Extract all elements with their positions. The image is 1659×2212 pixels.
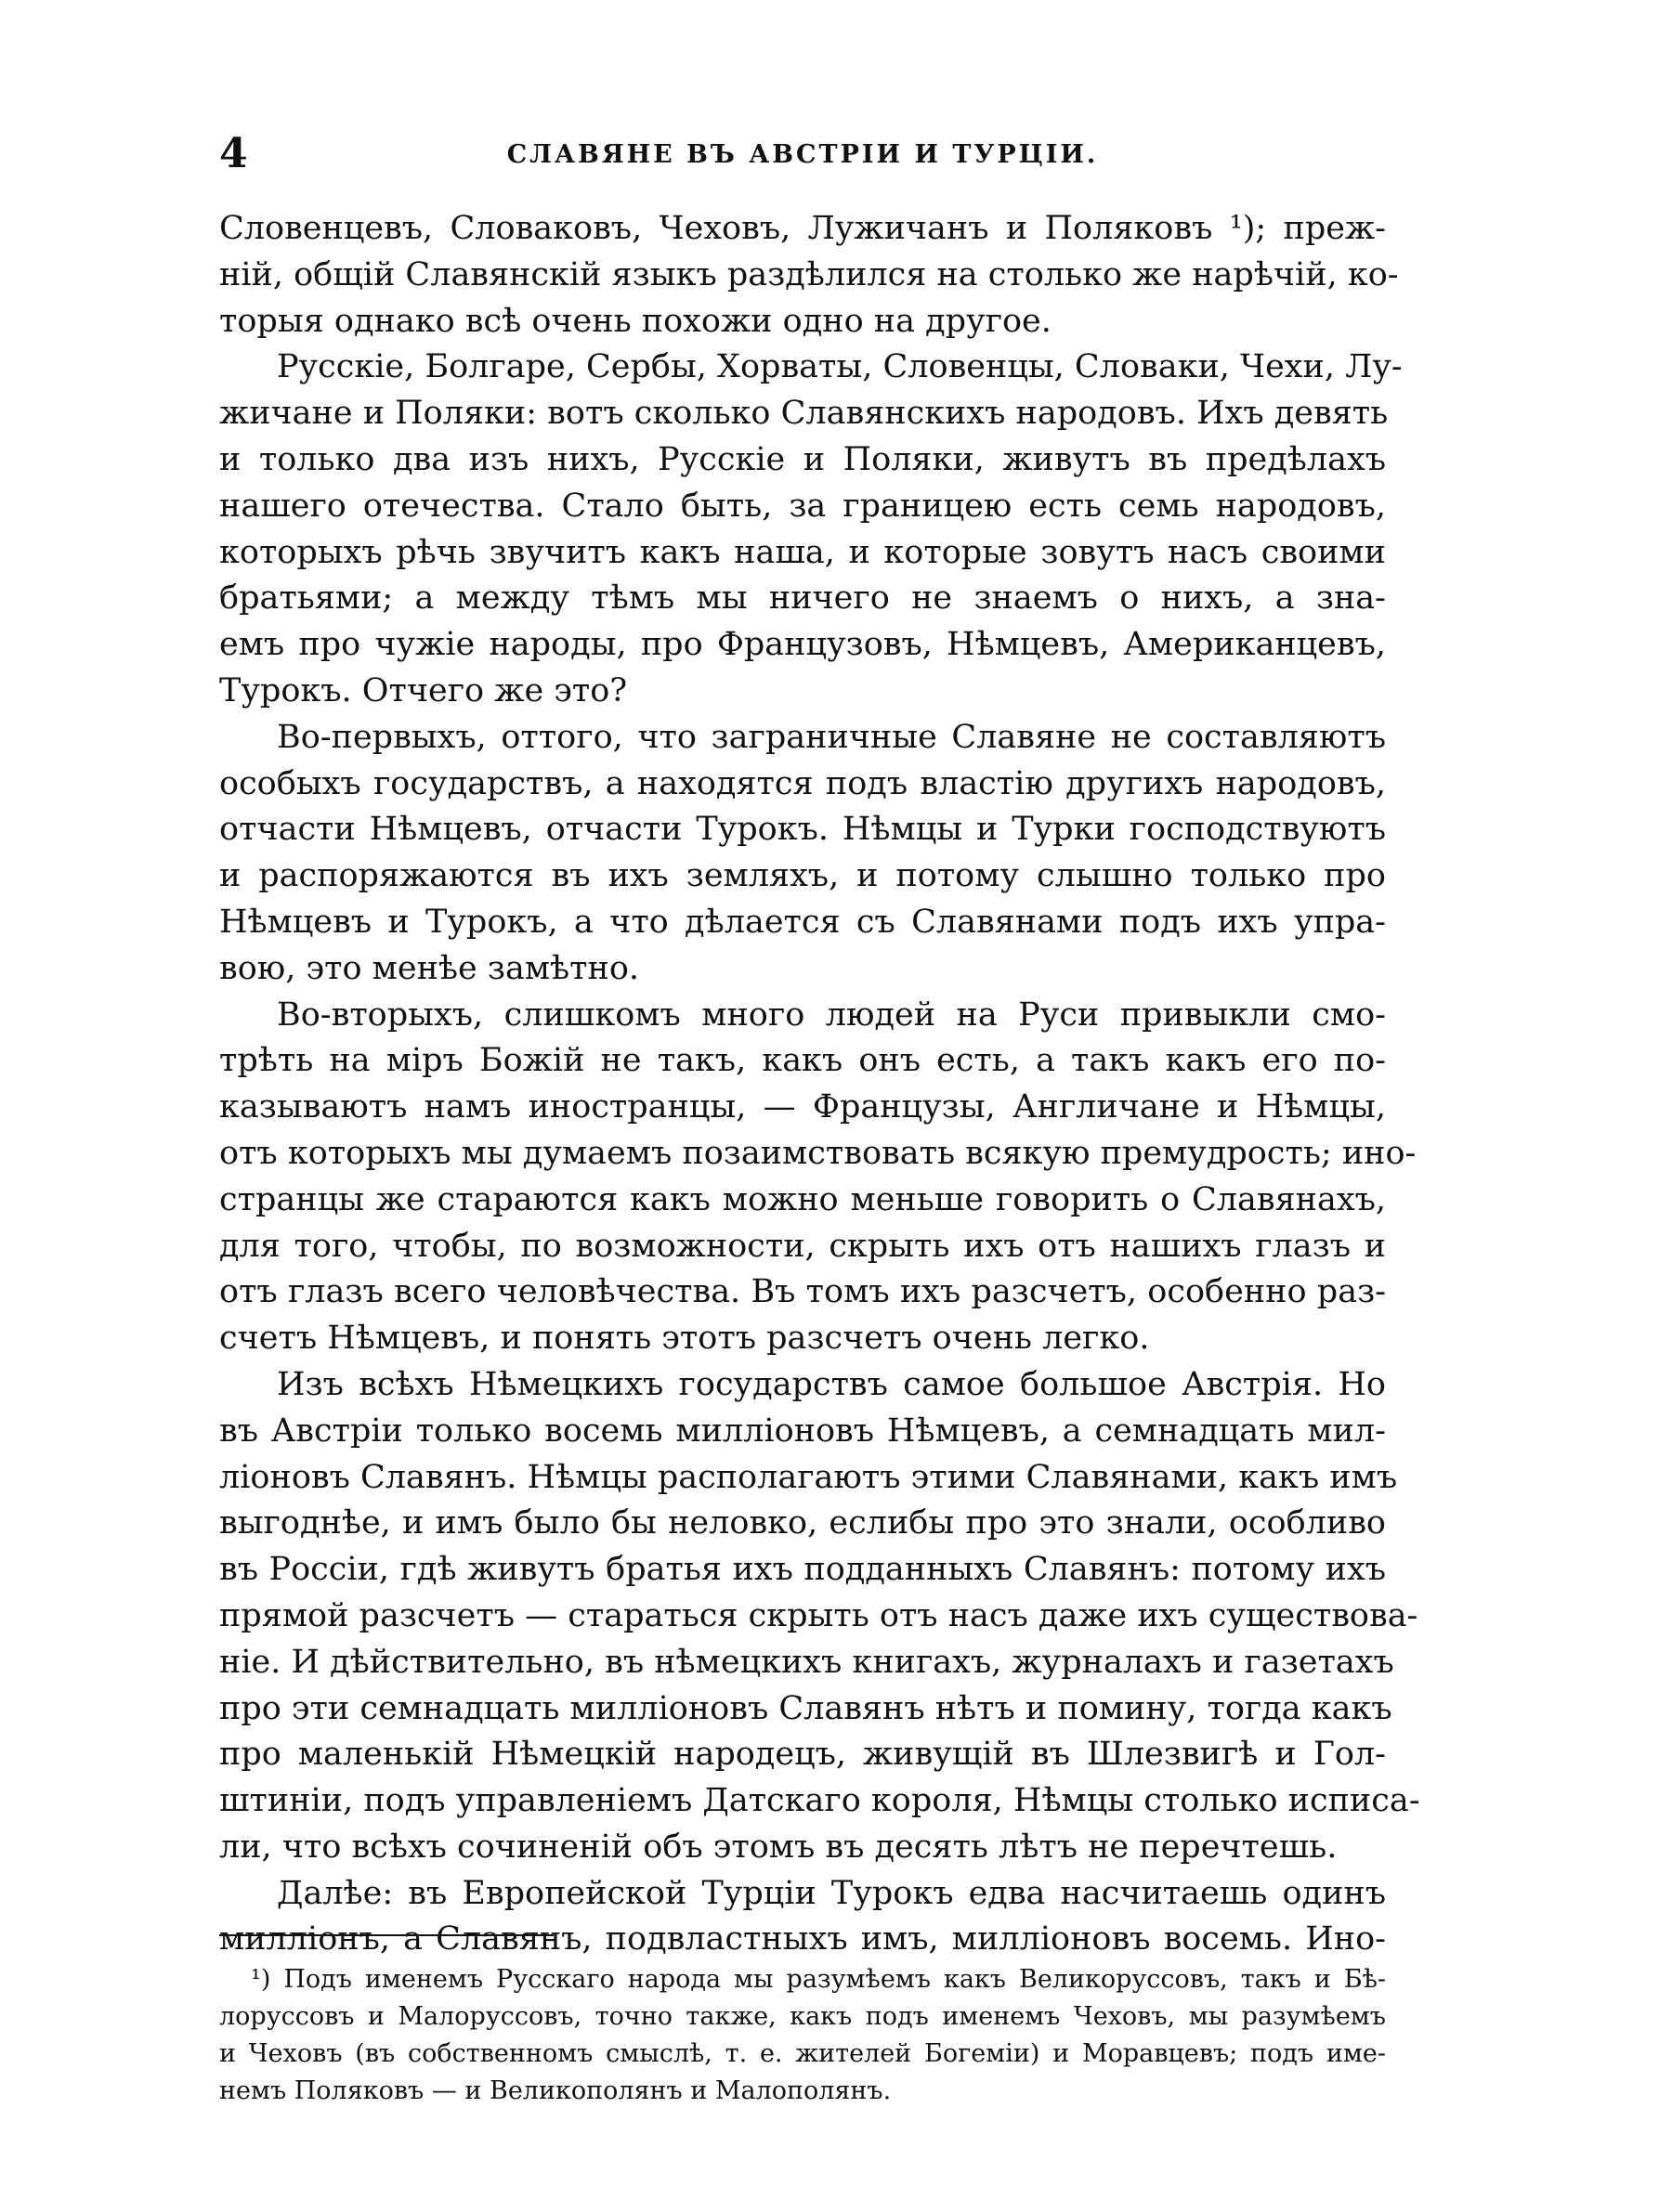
text-line: отъ глазъ всего человѣчества. Въ томъ ихъ разсчетъ, особенно раз- (219, 1273, 1386, 1311)
text-line: Турокъ. Отчего же это? (219, 671, 628, 709)
text-line: жичане и Поляки: вотъ сколько Славянскихъ народовъ. Ихъ девять (219, 395, 1389, 433)
paragraph (219, 715, 1386, 993)
body-text (219, 206, 1420, 1963)
text-line: отъ которыхъ мы думаемъ позаимствовать всякую премудрость; ино- (219, 1134, 1417, 1172)
text-line: которыхъ рѣчь звучитъ какъ наша, и которые зовутъ насъ своими (219, 533, 1386, 571)
paragraph (219, 1362, 1420, 1871)
footnote-divider (219, 1934, 554, 1936)
text-line: Изъ всѣхъ Нѣмецкихъ государствъ самое большое Австрія. Но (277, 1365, 1386, 1403)
running-title: СЛАВЯНЕ ВЪ АВСТРІИ И ТУРЦІИ. (506, 140, 1099, 169)
page-header (219, 126, 1386, 182)
text-line: братьями; а между тѣмъ мы ничего не знаемъ о нихъ, а зна- (219, 579, 1386, 618)
text-line: ніе. И дѣйствительно, въ нѣмецкихъ книгахъ, журналахъ и газетахъ (219, 1643, 1394, 1681)
text-line: трѣть на міръ Божій не такъ, какъ онъ есть, а такъ какъ его по- (219, 1042, 1386, 1080)
text-line: Нѣмцевъ и Турокъ, а что дѣлается съ Славянами подъ ихъ упра- (219, 903, 1386, 941)
text-line: нашего отечества. Стало быть, за границею есть семь народовъ, (219, 487, 1386, 525)
text-line: въ Россіи, гдѣ живутъ братья ихъ подданныхъ Славянъ: потому ихъ (219, 1551, 1386, 1589)
paragraph (219, 206, 1399, 345)
text-line: ній, общій Славянскій языкъ раздѣлился на столько же нарѣчій, ко- (219, 255, 1399, 293)
text-line: милліонъ, а Славянъ, подвластныхъ имъ, милліоновъ восемь. Ино- (219, 1920, 1386, 1958)
text-line: торыя однако всѣ очень похожи одно на другое. (219, 302, 1052, 340)
text-line: Во-вторыхъ, слишкомъ много людей на Руси привыкли смо- (277, 995, 1386, 1034)
footnote (219, 1961, 1386, 2110)
text-line: казываютъ намъ иностранцы, — Французы, Англичане и Нѣмцы, (219, 1088, 1386, 1126)
page-number: 4 (219, 130, 248, 177)
text-line: странцы же стараются какъ можно меньше говорить о Славянахъ, (219, 1180, 1386, 1218)
text-line: про эти семнадцать милліоновъ Славянъ нѣтъ и помину, тогда какъ (219, 1689, 1392, 1727)
text-line: Далѣе: въ Европейской Турціи Турокъ едва насчитаешь одинъ (277, 1874, 1386, 1912)
footnote-line: и Чеховъ (въ собственномъ смыслѣ, т. е. жителей Богеміи) и Моравцевъ; подъ име- (219, 2039, 1386, 2068)
text-line: Словенцевъ, Словаковъ, Чеховъ, Лужичанъ и Поляковъ ¹); преж- (219, 210, 1386, 247)
text-line: въ Австріи только восемь милліоновъ Нѣмцевъ, а семнадцать мил- (219, 1412, 1386, 1450)
paragraph (219, 993, 1417, 1362)
footnote-line: лоруссовъ и Малоруссовъ, точно также, какъ подъ именемъ Чеховъ, мы разумѣемъ (219, 2002, 1386, 2031)
text-line: для того, чтобы, по возможности, скрыть ихъ отъ нашихъ глазъ и (219, 1227, 1386, 1265)
text-line: отчасти Нѣмцевъ, отчасти Турокъ. Нѣмцы и Турки господствуютъ (219, 811, 1386, 849)
text-line: счетъ Нѣмцевъ, и понять этотъ разсчетъ очень легко. (219, 1320, 1150, 1358)
footnote-line: ¹) Подъ именемъ Русскаго народа мы разумѣемъ какъ Великоруссовъ, такъ и Бѣ- (251, 1965, 1386, 1994)
text-line: и только два изъ нихъ, Русскіе и Поляки, живутъ въ предѣлахъ (219, 440, 1386, 478)
text-line: ли, что всѣхъ сочиненій объ этомъ въ десять лѣтъ не перечтешь. (219, 1828, 1338, 1866)
paragraph (219, 1871, 1386, 1964)
text-line: штиніи, подъ управленіемъ Датскаго короля, Нѣмцы столько исписа- (219, 1782, 1420, 1820)
text-line: про маленькій Нѣмецкій народецъ, живущій въ Шлезвигѣ и Гол- (219, 1736, 1386, 1774)
text-line: Русскіе, Болгаре, Сербы, Хорваты, Словенцы, Словаки, Чехи, Лу- (277, 348, 1403, 386)
text-line: Во-первыхъ, оттого, что заграничные Славяне не составляютъ (277, 718, 1386, 756)
text-line: емъ про чужіе народы, про Французовъ, Нѣмцевъ, Американцевъ, (219, 626, 1386, 664)
text-line: выгоднѣе, и имъ было бы неловко, еслибы про это знали, особливо (219, 1504, 1386, 1542)
footnote-line: немъ Поляковъ — и Великополянъ и Малополянъ. (219, 2076, 892, 2105)
text-line: и распоряжаются въ ихъ земляхъ, и потому слышно только про (219, 857, 1386, 895)
text-line: вою, это менѣе замѣтно. (219, 949, 640, 987)
text-line: ліоновъ Славянъ. Нѣмцы располагаютъ этими Славянами, какъ имъ (219, 1458, 1398, 1496)
text-line: особыхъ государствъ, а находятся подъ властію другихъ народовъ, (219, 764, 1386, 802)
paragraph (219, 345, 1403, 714)
text-line: прямой разсчетъ — стараться скрыть отъ насъ даже ихъ существова- (219, 1596, 1418, 1634)
